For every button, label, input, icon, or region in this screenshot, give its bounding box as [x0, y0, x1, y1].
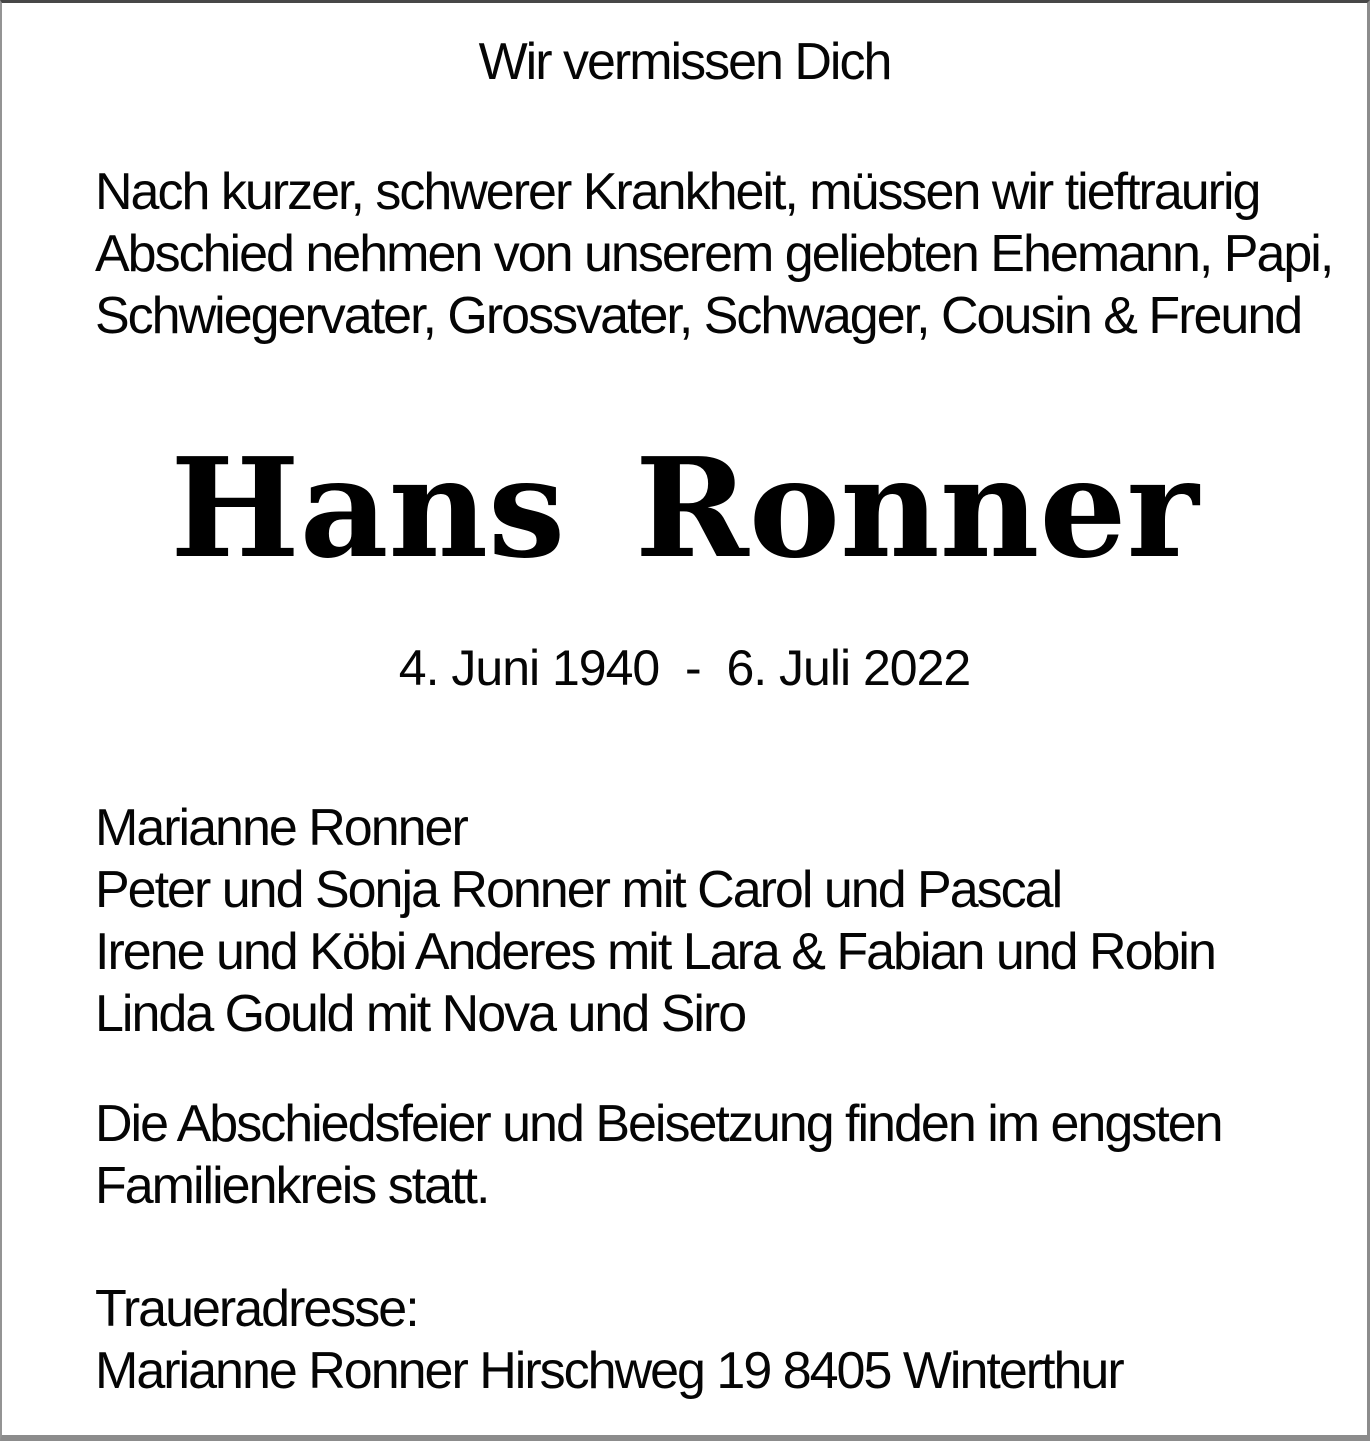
opening-line-1: Nach kurzer, schwerer Krankheit, müssen wir tieftraurig	[95, 163, 1260, 221]
family-line-4: Linda Gould mit Nova und Siro	[95, 985, 746, 1043]
life-dates: 4. Juni 1940 - 6. Juli 2022	[398, 640, 971, 696]
opening-line-3: Schwiegervater, Grossvater, Schwager, Cousin & Freund	[95, 287, 1302, 345]
ceremony-note	[95, 1093, 1274, 1217]
mourning-address-value: Marianne Ronner Hirschweg 19 8405 Winterthur	[95, 1342, 1123, 1400]
family-line-1: Marianne Ronner	[95, 799, 467, 857]
family-line-2: Peter und Sonja Ronner mit Carol und Pascal	[95, 861, 1062, 919]
intro-line: Wir vermissen Dich	[478, 33, 891, 91]
opening-line-2: Abschied nehmen von unserem geliebten Ehemann, Papi,	[95, 225, 1333, 283]
mourning-address-label: Traueradresse:	[95, 1280, 418, 1338]
opening-paragraph	[95, 161, 1333, 347]
family-list	[95, 797, 1274, 1045]
ceremony-line-2: Familienkreis statt.	[95, 1157, 489, 1215]
family-line-3: Irene und Köbi Anderes mit Lara & Fabian und Robin	[95, 923, 1215, 981]
deceased-name: Hans Ronner	[170, 428, 1199, 589]
mourning-address-block	[95, 1278, 1274, 1402]
ceremony-line-1: Die Abschiedsfeier und Beisetzung finden im engsten	[95, 1095, 1222, 1153]
